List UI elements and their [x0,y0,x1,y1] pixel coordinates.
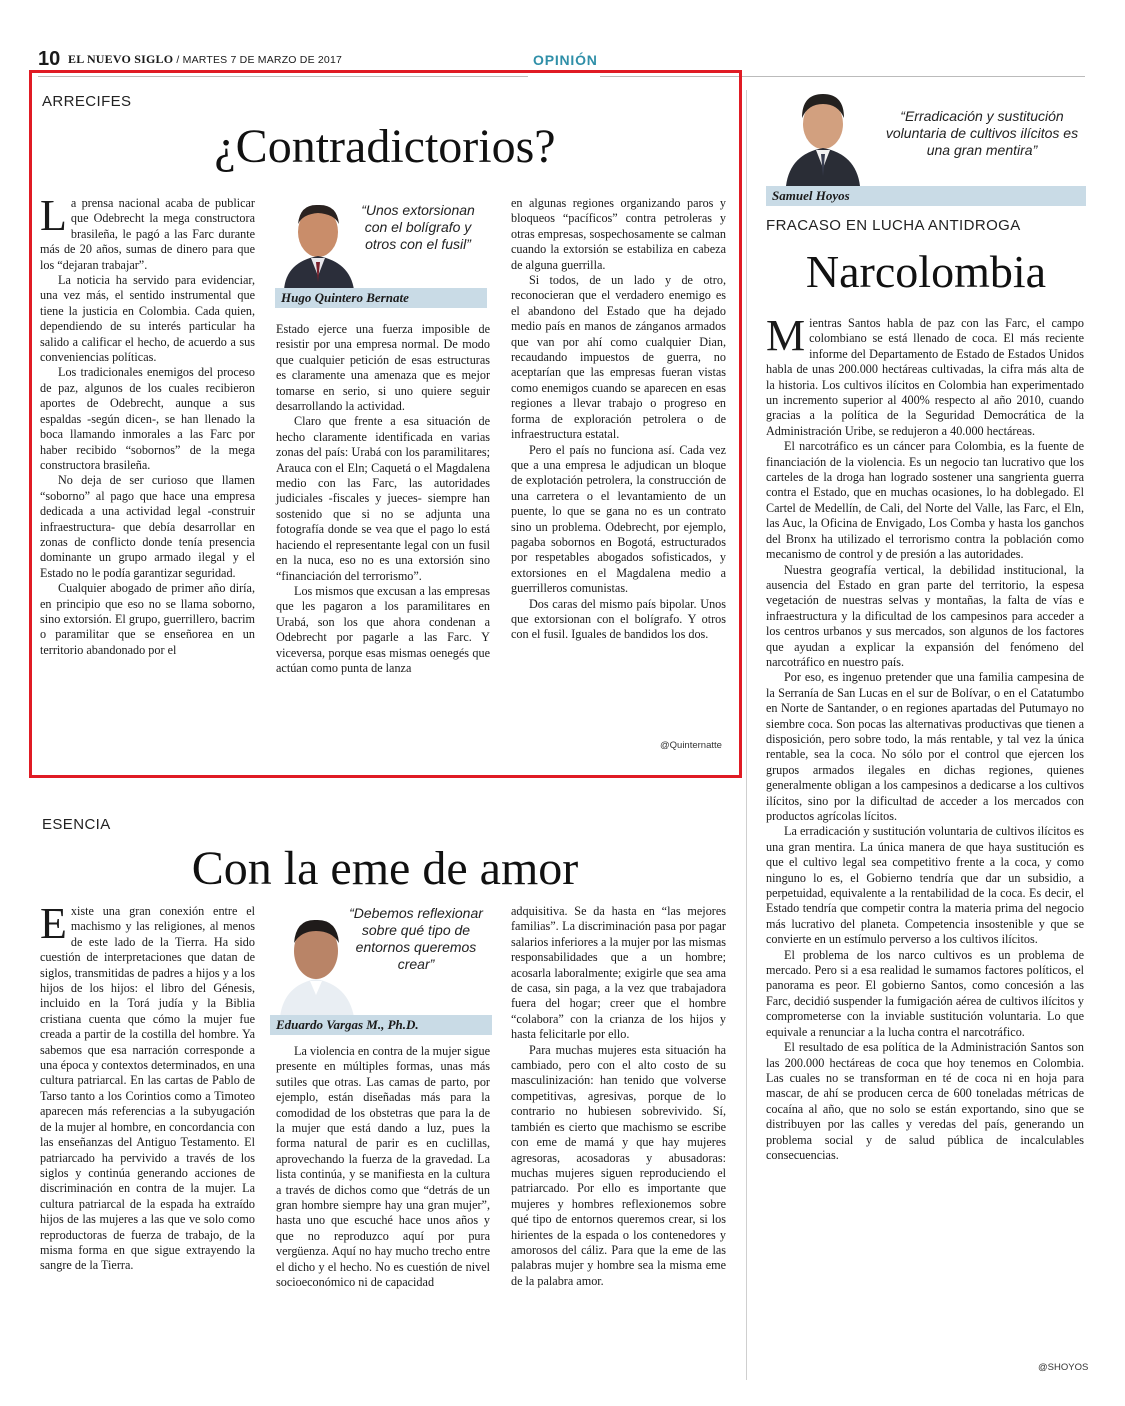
article3-text: ientras Santos habla de paz con las Farc, el campo colombiano se está llenado de coca. El más reciente informe del Departamento de Estado de Estados Unidos habla de unas 200.000 hectáreas cultivadas, la cifra más alta de la historia. Los cultivos ilícitos en Colombia han experimentado un incremento superior al 400% respecto al año 2010, cuando gracias a la política de la Seguridad Democrática de la Administración Uribe, se redujeron a 40.000 hectáreas. [766,316,1084,438]
article1-text: a prensa nacional acaba de publicar que Odebrecht la mega constructora brasileña, le pagó a las Farc durante más de 20 años, sumas de dinero para que los “dejaran trabajar”. [40,196,255,272]
dropcap: M [766,311,806,360]
pull-quote: “Unos extorsionan con el bolígrafo y otros con el fusil” [361,202,475,252]
article2-title: Con la eme de amor [191,842,579,895]
article3-paragraph: Por eso, es ingenuo pretender que una familia campesina de la Serranía de San Lucas en el sur de Bolívar, o en el Catatumbo en Norte de Santander, o en regiones apartadas del Putumayo no siembre coca. Son pocas las alternativas productivas que tienen a disposición, pero sobre todo, la más rentable, y tal vez la única rentable, sea la coca. No sólo por el control que ejercen los grupos armados ilegales en dichas regiones, quienes generalmente obligan a los campesinos a dedicarse a los cultivos ilícitos, sino por la dificultad de acceder a los mercados con productos agrícolas lícitos. [766,670,1084,823]
article3-paragraph: El problema de los narco cultivos es un problema de mercado. Pero si a esa realidad le sumamos factores políticos, el panorama es peor. El gobierno Santos, como concesión a las Farc, decidió suspender la fumigación aérea de cultivos ilícitos y comprometerse con la inviable sustitución voluntaria. Lo que equivale a renunciar a la lucha contra el narcotráfico. [766,947,1084,1039]
article1-kicker: ARRECIFES [42,93,132,110]
article3-signature: @SHOYOS [1038,1362,1089,1373]
article1-paragraph: Pero el país no funciona así. Cada vez que a una empresa le adjudican un bloque de explotación petrolera, la construcción de una carretera o el levantamiento de un puente, lo que se gana no es un contrato sino un problema. Odebrecht, por ejemplo, pagaba sobornos en Bogotá, estructurados por respetables abogados sofisticados, y extorsiones en el Magdalena medio a guerrilleros comunistas. [511,442,726,596]
article2-paragraph: adquisitiva. Se da hasta en “las mejores familias”. La discriminación pasa por pagar salarios inferiores a la mujer por las mismas responsabilidades que a un hombre; acosarla laboralmente; exigirle que sea ama de casa, sin paga, a la vez que trabajadora fuera del hogar; creer que el hombre “colabora” con la crianza de los hijos y hasta felicitarle por ello. [511,904,726,1042]
author-box [766,82,1086,206]
article1-paragraph [40,191,255,273]
article3-kicker: FRACASO EN LUCHA ANTIDROGA [766,217,1021,234]
article1-paragraph: Los tradicionales enemigos del proceso de paz, algunos de los cuales recibieron aportes de Odebrecht, aunque a sus espaldas -según dicen-, se han llenado la boca llamando inmorales a las Farc por haber recibido “sobornos” de la mega constructora brasileña. [40,365,255,472]
author-name: Eduardo Vargas M., Ph.D. [270,1015,492,1035]
article1-title: ¿Contradictorios? [214,120,556,173]
article1-paragraph: Los mismos que excusan a las empresas que les pagaron a los paramilitares en Urabá, son los que ahora condenan a Odebrecht por pagarle a las Farc. Y viceversa, porque esas mismas oenegés que actúan como punta de lanza [276,583,490,675]
article1-paragraph: Cualquier abogado de primer año diría, en principio que eso no se llama soborno, sino extorsión. El grupo, guerrillero, bacrim o paramilitar que se enseñorea en un territorio abandonado por el [40,581,255,657]
article1-column-1 [40,191,255,658]
paper-title: EL NUEVO SIGLO [68,52,174,66]
issue-date: / MARTES 7 DE MARZO DE 2017 [173,54,343,66]
article3-paragraph: Nuestra geografía vertical, la debilidad institucional, la ausencia del Estado en gran parte del territorio, la espesa vegetación de nuestras selvas y montañas, la falta de vías e infraestructura y la dificultad de los campesinos para acceder a los centros urbanos y sus mercados, son algunos de los factores que ayudan a explicar la expansión del fenómeno del narcotráfico en nuestro país. [766,562,1084,669]
article1-paragraph: Si todos, de un lado y de otro, reconocieran que el verdadero enemigo es el abandono del Estado que ha dejado medio país en manos de zánganos armados que van por ahí como cualquier Dian, recaudando impuestos de guerra, no aceptarían que las empresas fueran vistas como enemigos cuando se aparecen en esas regiones a llevar trabajo o progreso en forma de exploración petrolera o de infraestructura estatal. [511,273,726,442]
article3-paragraph: La erradicación y sustitución voluntaria de cultivos ilícitos es una gran mentira. La única manera de que haya sustitución es que el cultivo legal sea competitivo frente a la coca, y como ninguno lo es, el Gobierno tendría que dar un subsidio, a perpetuidad, equivalente a la rentabilidad de la coca. Es decir, el Estado tendría que competir contra la materia prima del negocio más lucrativo del planeta. Competencia insostenible y que se convierte en un estímulo perverso a los cultivos ilícitos. [766,824,1084,947]
pull-quote: “Erradicación y sustitución voluntaria de cultivos ilícitos es una gran mentira” [885,108,1079,158]
article1-signature: @Quinternatte [660,740,722,751]
page-number: 10 [38,48,61,70]
page-header [38,48,1088,70]
article1-paragraph: No deja de ser curioso que llamen “soborno” al pago que hace una empresa dedicada a una actividad legal -construir infraestructura- que debía desarrollar en zonas de conflicto donde tenía presencia dominante un grupo armado ilegal y el Estado no le podía garantizar seguridad. [40,473,255,580]
section-name: OPINIÓN [533,52,598,68]
article1-paragraph: Estado ejerce una fuerza imposible de resistir por una empresa normal. De modo que cualquier petición de esas estructuras es claramente una amenaza que es mejor tomarse en serio, si uno quiere seguir desarrollando la actividad. [276,322,490,414]
author-name: Hugo Quintero Bernate [275,288,487,308]
column-divider [746,90,747,1380]
article1-paragraph: en algunas regiones organizando paros y bloqueos “pacíficos” contra petroleras y otras empresas, sospechosamente se calman cuando la extorsión se estabiliza en cabeza de alguna guerrilla. [511,196,726,272]
article1-column-3 [511,196,726,643]
article2-kicker: ESENCIA [42,816,111,833]
dropcap: L [40,191,67,240]
author-box [275,196,491,308]
author-photo [278,198,360,290]
article1-paragraph: Dos caras del mismo país bipolar. Unos que extorsionan con el bolígrafo. Y otros con el fusil. Iguales de bandidos los dos. [511,596,726,642]
article2-paragraph: Para muchas mujeres esta situación ha cambiado, pero con el alto costo de su masculinización: han tenido que volverse competitivas, agresivas, porque de lo contrario no hubiesen sobrevivido. Sí, también es cierto que machismo se escribe con eme de mamá y que hay mujeres agresoras, acosadoras y abusadoras: muchas mujeres siguen reproduciendo el patriarcado. Por ello es importante que mujeres y hombres reflexionemos sobre qué tipo de entornos queremos crear, si los hirientes de la espada o los contenedores y amorosos del cáliz. Para que la eme de las palabras mujer y hombre sea la misma eme de la palabra amor. [511,1042,726,1288]
article2-text: xiste una gran conexión entre el machismo y las religiones, al menos de este lado de la Tierra. Ha sido cuestión de interpretaciones que datan de siglos, transmitidas de padres a hijos y a los hijos de los hijos: el libro del Génesis, incluido en la Torá judía y la Biblia cristiana cuenta que cómo la mujer fue creada a partir de la costilla del hombre. Ya sabemos que esa narración corresponde a una época y contextos determinados, en una cultura patriarcal. En las cartas de Pablo de Tarso tanto a los Corintios como a Timoteo aparecen más referencias a la subyugación de la mujer al hombre, en concordancia con las enseñanzas del Antiguo Testamento. El patriarcado ha pervivido a través de los siglos y continúa generando acciones de discriminación en contra de la mujer. La cultura patriarcal de la espada ha extraído hijos de las mujeres a las que ve solo como reproductoras de fuerza de trabajo, de la misma forma en que sigue extrayendo la sangre de la Tierra. [40,904,255,1273]
article1-column-2 [276,322,490,676]
article1-paragraph: La noticia ha servido para evidenciar, una vez más, el sentido instrumental que tiene la justicia en Colombia. Cada quien, dependiendo de su interés particular ha salido a calificar el hecho, de acuerdo a sus conveniencias políticas. [40,273,255,365]
article3-paragraph: El narcotráfico es un cáncer para Colombia, es la fuente de financiación de la violencia. Es un negocio tan lucrativo que los carteles de la droga han logrado sostener una sangrienta guerra contra el Estado, que en muchas ocasiones, lo ha doblegado. El Cartel de Medellín, de Cali, del Norte del Valle, las Farc, el Eln, las Auc, la Oficina de Envigado, Los Comba y hasta los ganchos del Bronx ha utilizado el terrorismo contra la población como mecanismo de control y de presión a las autoridades. [766,439,1084,562]
article3-paragraph [766,311,1084,439]
article1-paragraph: Claro que frente a esa situación de hecho claramente identificada en varias zonas del país: Urabá con los paramilitares; Arauca con el Eln; Caquetá o el Magdalena medio con las Farc, las autoridades judiciales -fiscales y jueces- siempre han sostenido que si no se adjunta una fotografía donde se vea que el pago lo está haciendo el representante legal con un fusil en la nuca, eso no es una extorsión sino “financiación del terrorismo”. [276,414,490,583]
dropcap: E [40,899,67,948]
article2-paragraph: La violencia en contra de la mujer sigue presente en múltiples formas, unas más sutiles que otras. Las camas de parto, por ejemplo, están diseñadas más para la comodidad de los obstetras que para la de la mujer que está dando a luz, pues la forma natural de parir es en cuclillas, aprovechando la fuerza de la gravedad. La lista continúa, y se manifiesta en la cultura a través de dichos como que “detrás de un gran hombre siempre hay una gran mujer”, hasta uno que escuché hace unos años y que no reproduzco aquí por pura vergüenza. Aquí no hay mucho trecho entre el dicho y el hecho. No es cuestión de nivel socioeconómico ni de capacidad [276,1044,490,1290]
article3-title: Narcolombia [805,246,1047,297]
author-box [270,905,492,1035]
article3-paragraph: El resultado de esa política de la Administración Santos son las 200.000 hectáreas de coca que hoy tenemos en Colombia. Las cuales no se transforman en té de coca ni en hoja para mascar, de ahí se producen cerca de 600 toneladas métricas de cocaína al año, que no solo se están exportando, sino que se distribuyen por las calles y veredas del país, generando un problema social y de salud pública de incalculables consecuencias. [766,1040,1084,1162]
article2-column-3 [511,904,726,1289]
newspaper-name [68,52,342,67]
article3-body [766,311,1084,1163]
author-name: Samuel Hoyos [766,186,1086,206]
pull-quote: “Debemos reflexionar sobre qué tipo de entornos queremos crear” [349,905,483,972]
article2-paragraph [40,899,255,1274]
article2-column-1 [40,899,255,1274]
author-photo [780,88,866,186]
article2-column-2 [276,1044,490,1291]
